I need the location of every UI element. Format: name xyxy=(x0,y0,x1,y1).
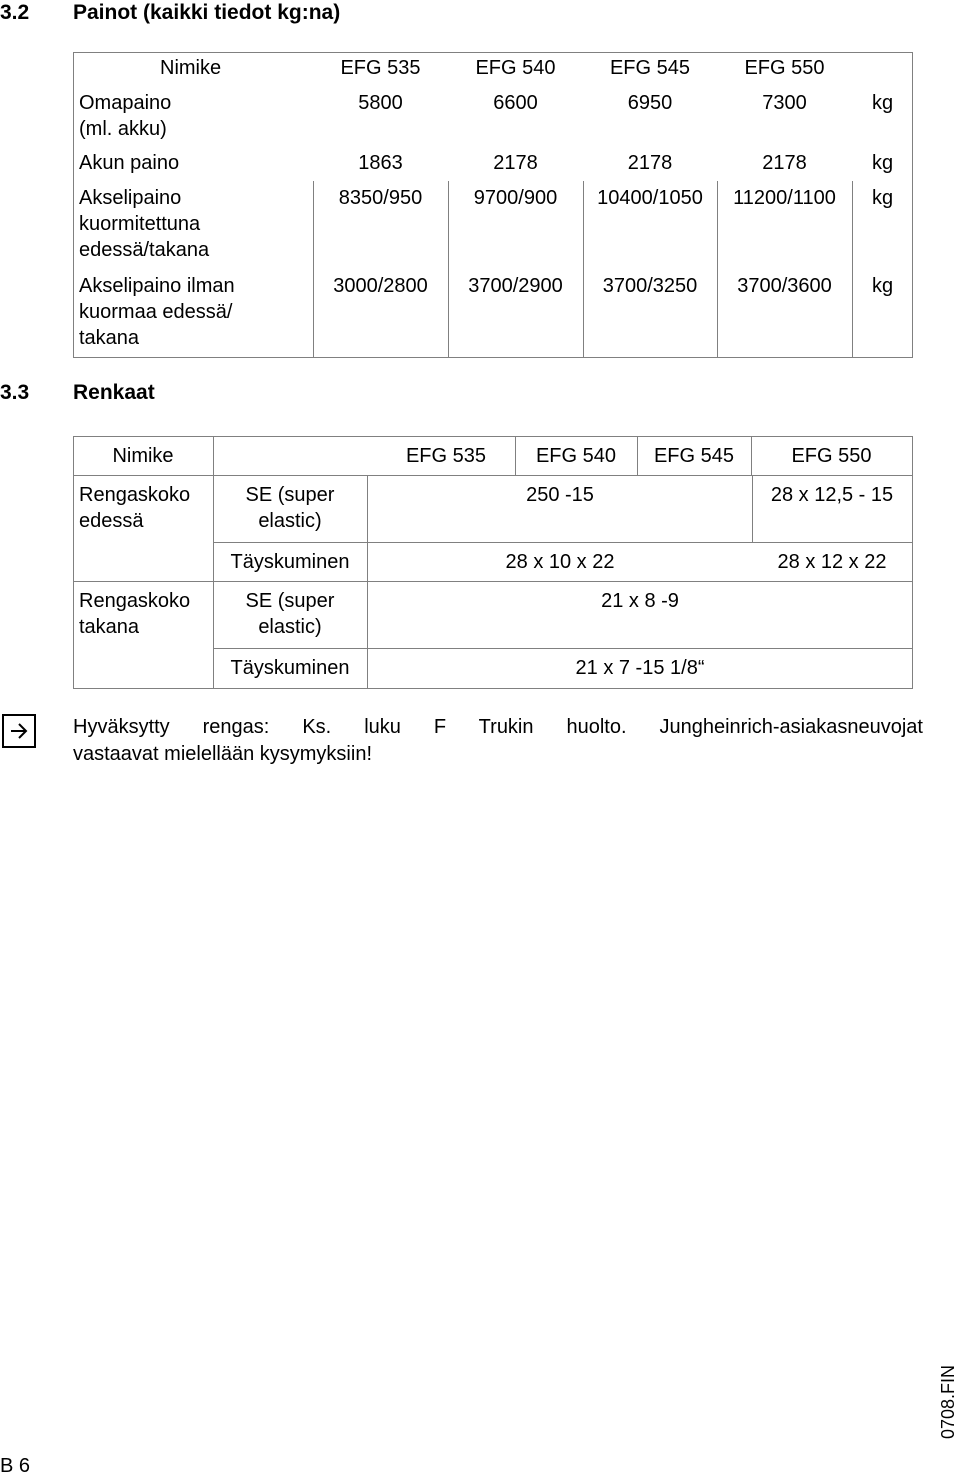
row-label: Akselipaino kuormitettuna edessä/takana xyxy=(79,187,210,261)
row-value: 7300 xyxy=(762,92,807,114)
table-rule xyxy=(367,475,368,688)
header-efg540: EFG 540 xyxy=(535,445,617,467)
row-unit: kg xyxy=(872,187,894,209)
row-label: Rengaskoko takana xyxy=(79,590,191,638)
note-text xyxy=(73,714,923,768)
row-value: 6950 xyxy=(627,92,673,114)
table-rule xyxy=(852,181,853,357)
header-efg540: EFG 540 xyxy=(475,57,556,79)
row-value: 1863 xyxy=(358,152,403,174)
header-efg545: EFG 545 xyxy=(609,57,691,79)
row-value: 2178 xyxy=(493,152,538,174)
row-value: 11200/1100 xyxy=(733,187,836,209)
tyre-size: 28 x 10 x 22 xyxy=(505,551,615,573)
tyre-type-solid: Täyskuminen xyxy=(230,657,350,679)
row-value: 10400/1050 xyxy=(597,187,703,209)
row-value: 5800 xyxy=(358,92,403,114)
row-value: 3000/2800 xyxy=(333,275,428,297)
row-value: 3700/2900 xyxy=(468,275,563,297)
table-rule xyxy=(912,52,913,357)
tyre-size: 21 x 8 -9 xyxy=(601,590,679,612)
row-unit: kg xyxy=(872,275,894,297)
tyre-size: 28 x 12 x 22 xyxy=(777,551,887,573)
section-title-tyres: Renkaat xyxy=(73,381,155,404)
section-number-weights: 3.2 xyxy=(0,1,30,24)
row-value: 3700/3600 xyxy=(737,275,832,297)
table-rule xyxy=(73,436,74,688)
section-number-tyres: 3.3 xyxy=(0,381,30,404)
row-value: 2178 xyxy=(762,152,807,174)
header-efg550: EFG 550 xyxy=(791,445,872,467)
table-rule xyxy=(73,52,913,53)
row-label: Omapaino (ml. akku) xyxy=(79,92,172,140)
row-unit: kg xyxy=(872,152,894,174)
note-line-1: Hyväksytty rengas: Ks. luku F Trukin huolto. Jungheinrich-asiakasneuvojat xyxy=(73,716,923,738)
tyre-type-solid: Täyskuminen xyxy=(230,551,350,573)
section-title-weights: Painot (kaikki tiedot kg:na) xyxy=(73,1,341,24)
arrow-right-icon xyxy=(2,714,36,748)
row-value: 9700/900 xyxy=(473,187,558,209)
table-rule xyxy=(73,475,913,476)
tyre-size: 250 -15 xyxy=(526,484,594,506)
table-rule xyxy=(73,52,74,357)
row-value: 3700/3250 xyxy=(602,275,698,297)
table-rule xyxy=(213,542,913,543)
doc-code: 0708.FIN xyxy=(938,1364,958,1440)
tyre-size: 21 x 7 -15 1/8“ xyxy=(575,657,705,679)
row-label: Akun paino xyxy=(79,152,180,174)
row-value: 8350/950 xyxy=(338,187,423,209)
table-rule xyxy=(912,436,913,688)
note-line-2: vastaavat mielellään kysymyksiin! xyxy=(73,743,372,765)
tyre-type-se: SE (super elastic) xyxy=(245,484,335,532)
header-nimike: Nimike xyxy=(160,57,222,79)
table-rule xyxy=(213,648,913,649)
table-rule xyxy=(73,436,913,437)
tyre-type-se: SE (super elastic) xyxy=(245,590,335,638)
row-label: Akselipaino ilman kuormaa edessä/ takana xyxy=(79,275,235,349)
header-nimike: Nimike xyxy=(112,445,174,467)
row-label: Rengaskoko edessä xyxy=(79,484,191,532)
tyre-size: 28 x 12,5 - 15 xyxy=(770,484,894,506)
table-rule xyxy=(73,357,913,358)
page-number: B 6 xyxy=(0,1455,31,1477)
table-rule xyxy=(73,688,913,689)
row-unit: kg xyxy=(872,92,894,114)
row-value: 6600 xyxy=(493,92,538,114)
row-value: 2178 xyxy=(627,152,673,174)
header-efg535: EFG 535 xyxy=(340,57,421,79)
header-efg545: EFG 545 xyxy=(653,445,735,467)
header-efg535: EFG 535 xyxy=(405,445,487,467)
header-efg550: EFG 550 xyxy=(744,57,825,79)
table-rule xyxy=(73,581,913,582)
